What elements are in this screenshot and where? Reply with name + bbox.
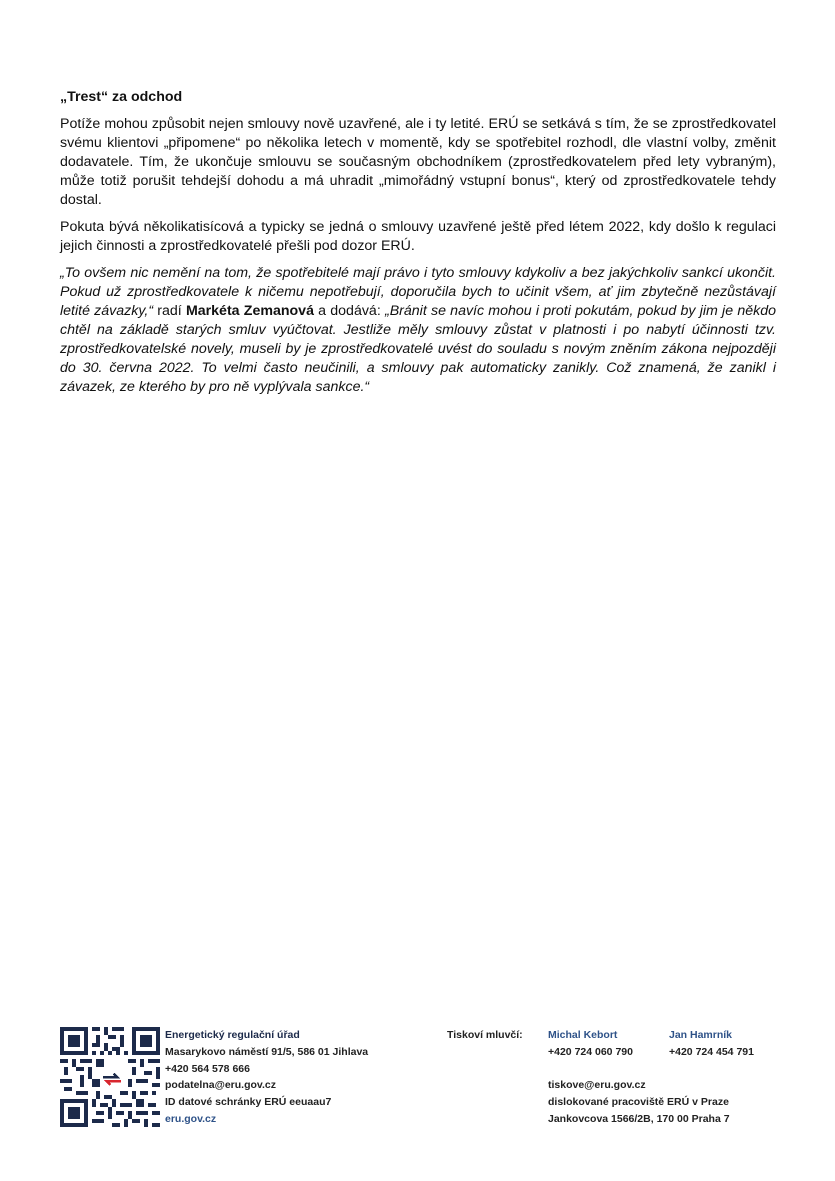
press-label-text: Tiskoví mluvčí: [447,1029,523,1041]
spokesperson-1 [548,1027,633,1061]
org-web-link[interactable]: eru.gov.cz [165,1112,217,1125]
press-office [548,1077,730,1127]
paragraph-2: Pokuta bývá několikatisícová a typicky se jedná o smlouvy uzavřené ještě před létem 2022, kdy došlo k regulaci jejich činnosti a zprostředkovatelé přešli pod dozor ERÚ. [60,219,776,254]
org-name: Energetický regulační úřad [165,1029,300,1041]
org-address: Masarykovo náměstí 91/5, 586 01 Jihlava [165,1045,369,1058]
qr-code-icon [60,1027,160,1127]
organization-contact [165,1027,368,1128]
article-body [60,88,776,405]
spokesperson-1-phone: +420 724 060 790 [548,1045,633,1058]
press-email[interactable]: tiskove@eru.gov.cz [548,1079,646,1091]
spokesperson-2-phone: +420 724 454 791 [669,1045,754,1058]
quote-says: radí [153,303,186,319]
quote-speaker: Markéta Zemanová [185,303,314,319]
paragraph-1: Potíže mohou způsobit nejen smlouvy nově uzavřené, ale i ty letité. ERÚ se setkává s tím, že se zprostředkovatel svému klientovi „připomene“ po několika letech v momentě, kdy se spotřebitel rozhodl, dle vlastní volby, změnit dodavatele. Tím, že ukončuje smlouvu se současným obchodníkem (zprostředkovatelem před lety vybraným), může totiž porušit tehdejší dohodu a má uhradit „mimořádný vstupní bonus“, který od zprostředkovatele tehdy dostal. [60,116,776,208]
org-email[interactable]: podatelna@eru.gov.cz [165,1079,276,1092]
spokesperson-2-name: Jan Hamrník [669,1029,733,1041]
section-heading: „Trest“ za odchod [60,89,183,105]
spokesperson-2 [669,1027,754,1061]
page-footer [60,1027,776,1131]
quote-part-2: „Bránit se navíc mohou i proti pokutám, pokud by jim je někdo chtěl na základě starých smluv vyúčtovat. Jestliže měly smlouvy zůstat v platnosti i po nabytí účinnosti tzv. zprostředkovatelské novely, museli by je zprostředkovatelé uvést do souladu s novým zněním zákona nejpozději do 30. června 2022. To velmi často neučinili, a smlouvy pak automaticky zanikly. Což znamená, že zanikl i závazek, ze kterého by pro ně vyplývala sankce.“ [60,303,776,395]
press-label [447,1027,523,1044]
org-databox: ID datové schránky ERÚ eeuaau7 [165,1096,332,1109]
press-office-address: Jankovcova 1566/2B, 170 00 Praha 7 [548,1112,730,1125]
quote-adds: a dodává: [313,303,385,319]
quote-part-1: „To ovšem nic nemění na tom, že spotřebitelé mají právo i tyto smlouvy kdykoliv a bez jakýchkoliv sankcí ukončit. Pokud už zprostředkovatele k ničemu nepotřebují, doporučila bych to učinit všem, ať jim zbytečně nezůstávají letité závazky,“ [60,265,776,319]
press-office-name: dislokované pracoviště ERÚ v Praze [548,1095,729,1108]
org-phone: +420 564 578 666 [165,1062,250,1075]
spokesperson-1-name: Michal Kebort [548,1029,618,1041]
quote-paragraph [60,264,776,397]
